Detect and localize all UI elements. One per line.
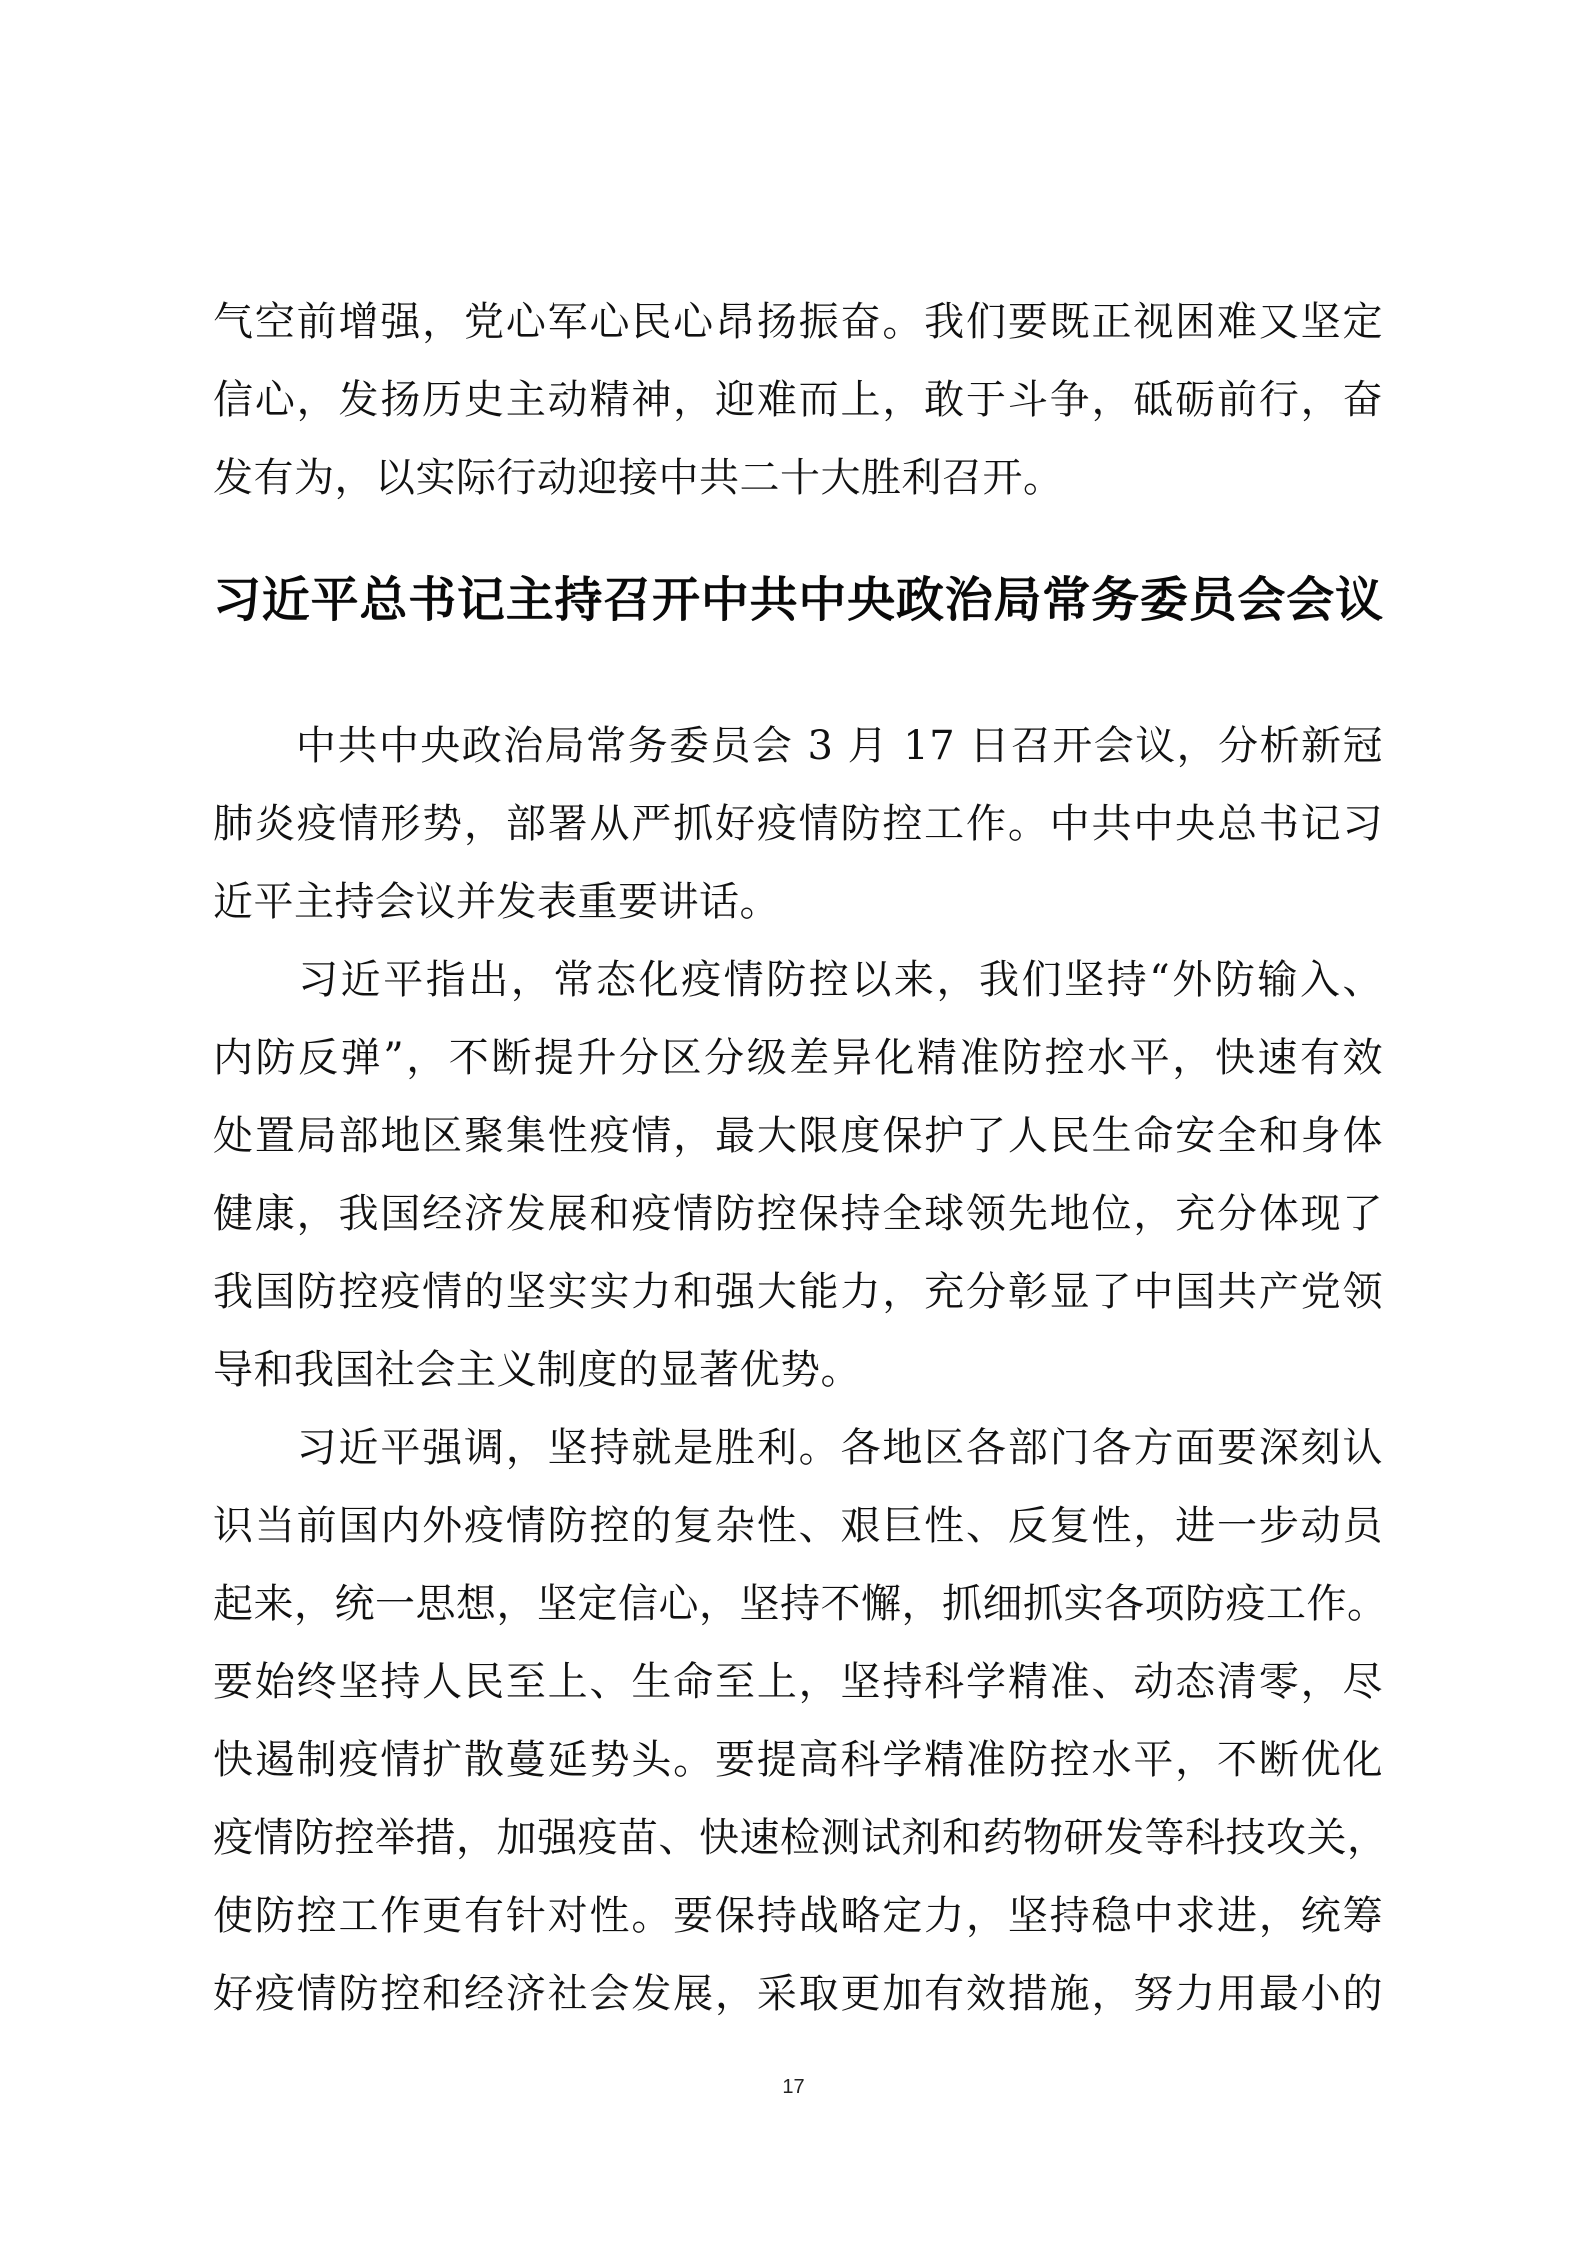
text-line: 气空前增强，党心军心民心昂扬振奋。我们要既正视困难又坚定 (213, 299, 1383, 345)
text-line: 导和我国社会主义制度的显著优势。 (213, 1347, 861, 1393)
text-line: 健康，我国经济发展和疫情防控保持全球领先地位，充分体现了 (213, 1191, 1383, 1237)
article-body (213, 707, 1388, 2033)
text-line: 处置局部地区聚集性疫情，最大限度保护了人民生命安全和身体 (213, 1113, 1383, 1159)
text-line: 近平主持会议并发表重要讲话。 (213, 879, 780, 925)
text-line: 快遏制疫情扩散蔓延势头。要提高科学精准防控水平，不断优化 (213, 1737, 1383, 1783)
page-number: 17 (782, 2076, 805, 2098)
text-line: 好疫情防控和经济社会发展，采取更加有效措施，努力用最小的 (213, 1971, 1383, 2017)
text-line: 肺炎疫情形势，部署从严抓好疫情防控工作。中共中央总书记习 (213, 801, 1383, 847)
text-line: 疫情防控举措，加强疫苗、快速检测试剂和药物研发等科技攻关， (213, 1815, 1388, 1861)
text-line: 信心，发扬历史主动精神，迎难而上，敢于斗争，砥砺前行，奋 (213, 377, 1383, 423)
text-line: 中共中央政治局常务委员会 3 月 17 日召开会议，分析新冠 (213, 723, 1383, 769)
text-line: 要始终坚持人民至上、生命至上，坚持科学精准、动态清零，尽 (213, 1659, 1383, 1705)
article-title: 习近平总书记主持召开中共中央政治局常务委员会会议 (213, 572, 1383, 628)
text-line: 我国防控疫情的坚实实力和强大能力，充分彰显了中国共产党领 (213, 1269, 1383, 1315)
text-line: 发有为，以实际行动迎接中共二十大胜利召开。 (213, 455, 1064, 501)
intro-paragraph (213, 283, 1383, 517)
text-line: 起来，统一思想，坚定信心，坚持不懈，抓细抓实各项防疫工作。 (213, 1581, 1388, 1627)
text-line: 内防反弹”，不断提升分区分级差异化精准防控水平，快速有效 (213, 1035, 1383, 1081)
text-line: 使防控工作更有针对性。要保持战略定力，坚持稳中求进，统筹 (213, 1893, 1383, 1939)
text-line: 习近平指出，常态化疫情防控以来，我们坚持“外防输入、 (213, 957, 1383, 1003)
text-line: 识当前国内外疫情防控的复杂性、艰巨性、反复性，进一步动员 (213, 1503, 1383, 1549)
text-line: 习近平强调，坚持就是胜利。各地区各部门各方面要深刻认 (213, 1425, 1383, 1471)
